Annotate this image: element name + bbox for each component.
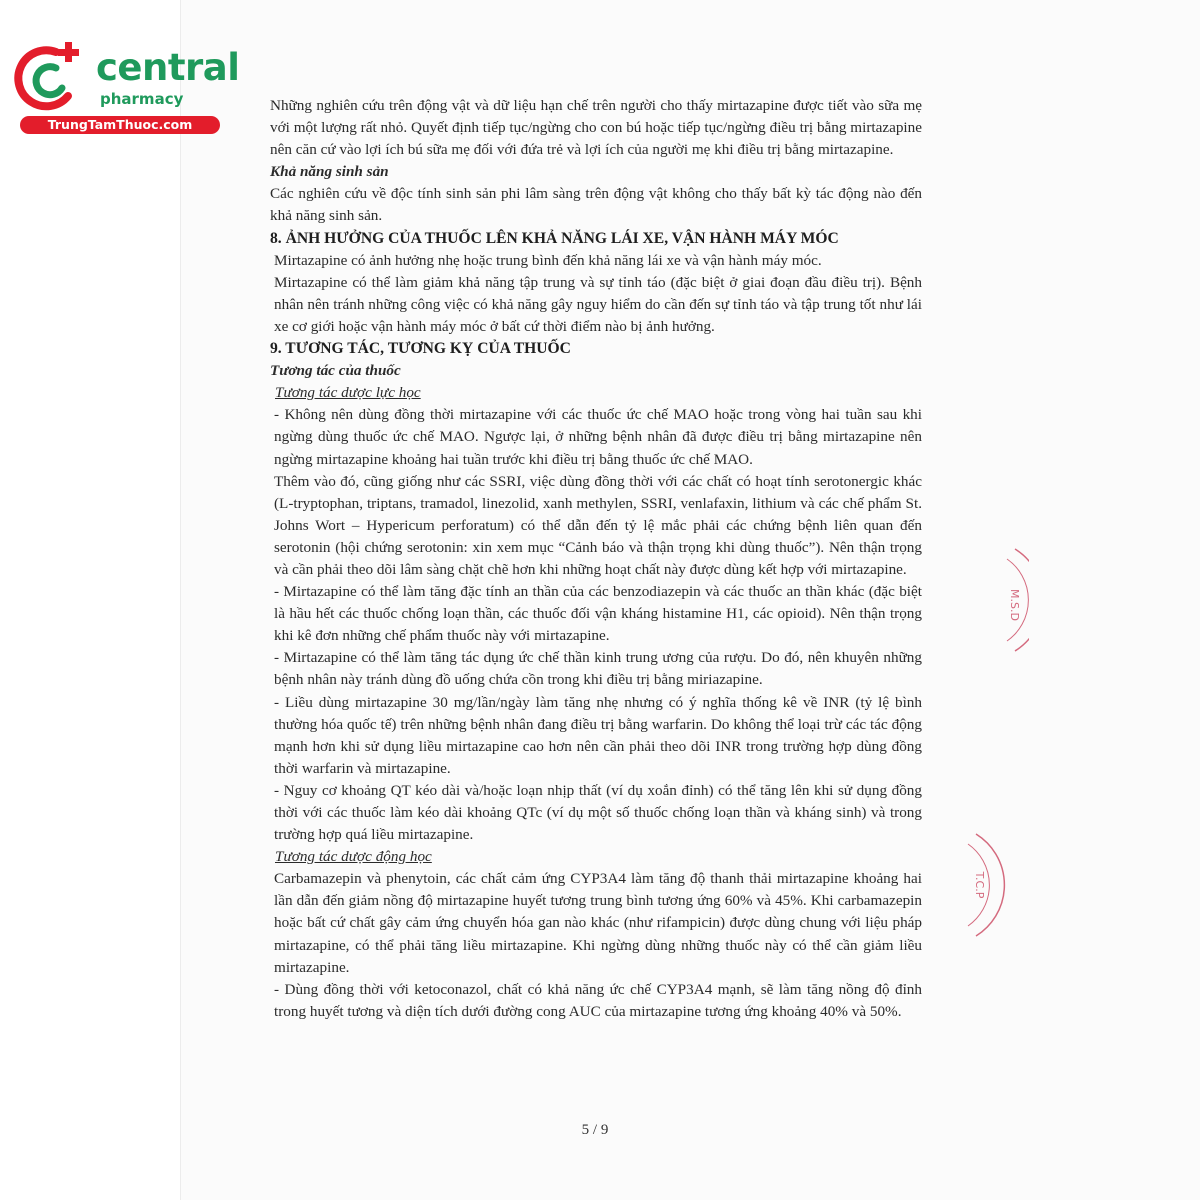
logo-subtitle: pharmacy bbox=[100, 90, 184, 108]
pk-item-ketoconazol: - Dùng đồng thời với ketoconazol, chất có khả năng ức chế CYP3A4 mạnh, sẽ làm tăng nồng độ đỉnh trong huyết tương và diện tích dưới đường cong AUC của mirtazapine tương ứng khoảng 40% và 50%. bbox=[274, 980, 922, 1020]
pd-item-alcohol: - Mirtazapine có thể làm tăng tác dụng ức chế thần kinh trung ương của rượu. Do đó, nên khuyên những bệnh nhân này tránh dùng đồ uống chứa cồn trong khi điều trị bằng miriazapine. bbox=[274, 649, 922, 689]
section-9-heading: 9. TƯƠNG TÁC, TƯƠNG KỴ CỦA THUỐC bbox=[270, 340, 571, 358]
pd-item-mao: - Không nên dùng đồng thời mirtazapine với các thuốc ức chế MAO hoặc trong vòng hai tuần sau khi ngừng dùng thuốc ức chế MAO. Ngược lại, ở những bệnh nhân đã được điều trị bằng mirtazapine nên ngừng mirtazapine khoảng hai tuần trước khi điều trị bằng thuốc ức chế MAO. bbox=[274, 406, 922, 468]
pd-item-qt: - Nguy cơ khoảng QT kéo dài và/hoặc loạn nhịp thất (ví dụ xoắn đỉnh) có thể tăng lên khi sử dụng đồng thời với các thuốc làm kéo dài khoảng QTc (ví dụ một số thuốc chống loạn thần và kháng sinh) và trong trường hợp quá liều mirtazapine. bbox=[274, 781, 922, 844]
stamp-upper-text: M.S.D bbox=[1008, 589, 1021, 621]
central-pharmacy-logo[interactable] bbox=[10, 38, 240, 138]
drug-interaction-heading: Tương tác của thuốc bbox=[270, 362, 401, 380]
page-number: 5 / 9 bbox=[581, 1122, 609, 1138]
logo-brand-text: central bbox=[96, 46, 240, 89]
pd-item-warfarin: - Liều dùng mirtazapine 30 mg/lần/ngày làm tăng nhẹ nhưng có ý nghĩa thống kê về INR (tỷ lệ bình thường hóa quốc tế) trên những bệnh nhân đang điều trị bằng warfarin. Do không thể loại trừ các tác động mạnh hơn khi sử dụng liều mirtazapine cao hơn nên cần phải theo dõi INR trong trường hợp dùng đồng thời warfarin và mirtazapine. bbox=[274, 693, 922, 777]
stamp-upper-fragment bbox=[985, 545, 1029, 655]
breastfeeding-paragraph: Những nghiên cứu trên động vật và dữ liệu hạn chế trên người cho thấy mirtazapine được tiết vào sữa mẹ với một lượng rất nhỏ. Quyết định tiếp tục/ngừng cho con bú hoặc tiếp tục/ngừng điều trị bằng mirtazapine nên căn cứ vào lợi ích bú sữa mẹ đối với đứa trẻ và lợi ích của người mẹ khi điều trị bằng mirtazapine. bbox=[270, 97, 922, 159]
stamp-lower-fragment bbox=[962, 830, 1006, 940]
pd-item-sedative: - Mirtazapine có thể làm tăng đặc tính an thần của các benzodiazepin và các thuốc an thần khác (đặc biệt là hầu hết các thuốc chống loạn thần, các thuốc đối vận kháng histamine H1, các opioid). Nên thận trọng khi kê đơn những chế phẩm thuốc này với mirtazapine. bbox=[274, 583, 922, 645]
section-8-line-1: Mirtazapine có ảnh hưởng nhẹ hoặc trung bình đến khả năng lái xe và vận hành máy móc. bbox=[274, 251, 822, 269]
pd-item-serotonergic: Thêm vào đó, cũng giống như các SSRI, việc dùng đồng thời với các chất có hoạt tính serotonergic khác (L-tryptophan, triptans, tramadol, linezolid, xanh methylen, SSRI, venlafaxin, lithium và các chế phẩm St. Johns Wort – Hypericum perforatum) có thể dẫn đến tỷ lệ mắc phải các chứng bệnh liên quan đến serotonin (hội chứng serotonin: xin xem mục “Cảnh báo và thận trọng khi dùng thuốc”). Nên thận trọng và cần phải theo dõi lâm sàng chặt chẽ hơn khi những hoạt chất này được dùng kết hợp với mirtazapine. bbox=[274, 472, 922, 578]
pk-item-inducers: Carbamazepin và phenytoin, các chất cảm ứng CYP3A4 làm tăng độ thanh thải mirtazapine khoảng hai lần dẫn đến giảm nồng độ mirtazapine huyết tương trung bình tương ứng 60% và 45%. Khi carbamazepin hoặc bất cứ chất gây cảm ứng chuyển hóa gan nào khác (như rifampicin) được dùng chung với liệu pháp mirtazapine, có thể phải tăng liều mirtazapine. Khi ngừng dùng những thuốc này có thể cần giảm liều mirtazapine. bbox=[274, 870, 922, 976]
pharmacokinetic-heading: Tương tác dược động học bbox=[275, 848, 432, 866]
logo-website: TrungTamThuoc.com bbox=[20, 116, 220, 134]
pharmacodynamic-heading: Tương tác dược lực học bbox=[275, 384, 421, 402]
section-8-heading: 8. ẢNH HƯỞNG CỦA THUỐC LÊN KHẢ NĂNG LÁI XE, VẬN HÀNH MÁY MÓC bbox=[270, 229, 839, 247]
stamp-lower-text: T.C.P bbox=[973, 871, 986, 899]
section-8-paragraph: Mirtazapine có thể làm giảm khả năng tập trung và sự tỉnh táo (đặc biệt ở giai đoạn đầu điều trị). Bệnh nhân nên tránh những công việc có khả năng gây nguy hiểm do cần đến sự tỉnh táo và tập trung tốt như lái xe cơ giới hoặc vận hành máy móc ở bất cứ thời điểm nào bị ảnh hưởng. bbox=[274, 273, 922, 335]
fertility-heading: Khả năng sinh sản bbox=[270, 163, 389, 181]
document-body bbox=[270, 95, 922, 1023]
central-pharmacy-logo-icon bbox=[10, 38, 90, 118]
fertility-paragraph: Các nghiên cứu về độc tính sinh sản phi lâm sàng trên động vật không cho thấy bất kỳ tác động nào đến khả năng sinh sản. bbox=[270, 185, 922, 225]
